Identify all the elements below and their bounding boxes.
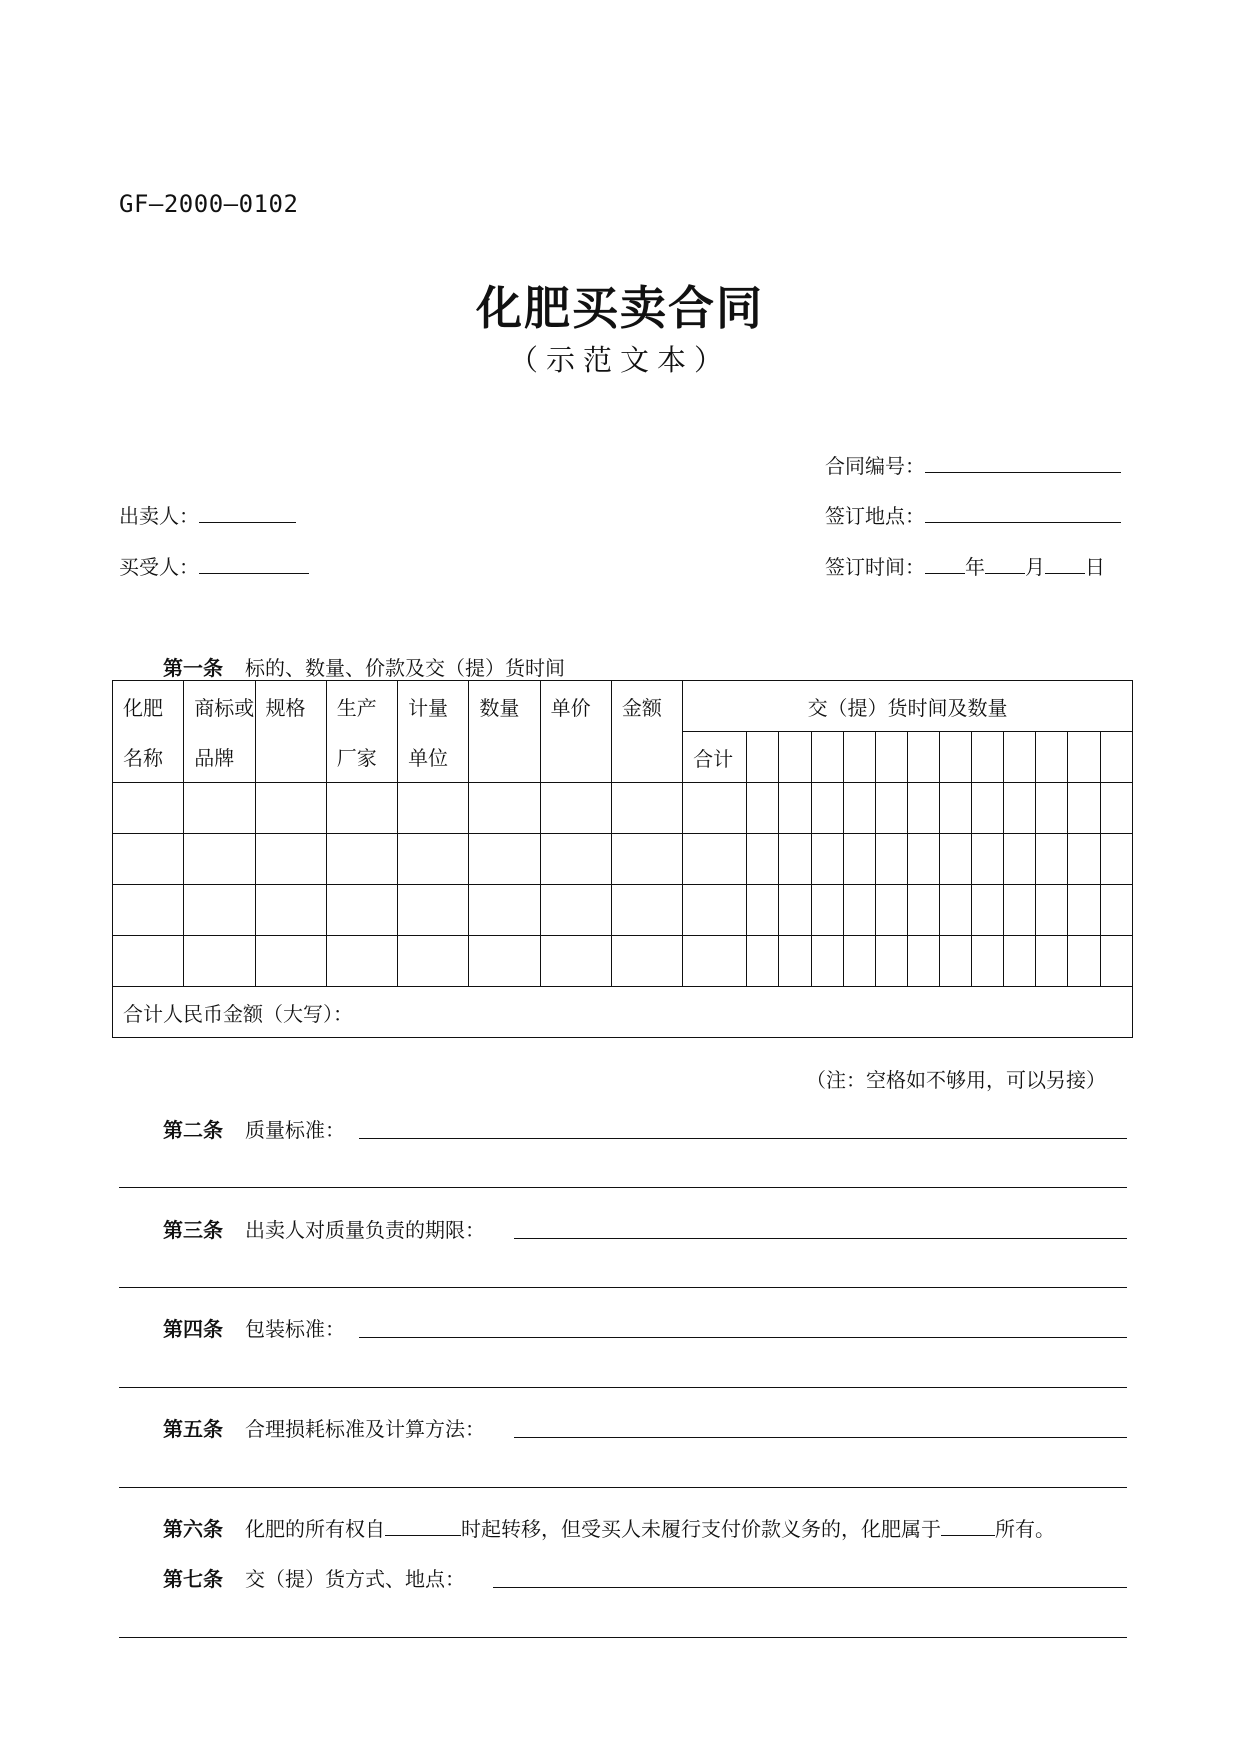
table-cell[interactable]	[1068, 885, 1100, 936]
article-2	[163, 1114, 345, 1143]
table-cell[interactable]	[811, 834, 843, 885]
table-cell[interactable]	[540, 885, 611, 936]
delivery-cell[interactable]	[1100, 732, 1132, 783]
table-cell[interactable]	[683, 885, 747, 936]
table-cell[interactable]	[843, 834, 875, 885]
article-5-text: 合理损耗标准及计算方法：	[245, 1417, 485, 1441]
table-cell[interactable]	[843, 783, 875, 834]
table-cell[interactable]	[875, 936, 907, 987]
table-cell[interactable]	[469, 783, 540, 834]
table-cell[interactable]	[1068, 834, 1100, 885]
article-6-text-3: 所有。	[995, 1517, 1055, 1541]
article-6	[163, 1513, 1055, 1542]
article-3-blank-line2[interactable]	[119, 1287, 1127, 1288]
seller-label: 出卖人：	[119, 504, 199, 528]
header-cell-2-line2: 品牌	[184, 732, 255, 783]
table-row	[113, 936, 1133, 987]
table-cell[interactable]	[811, 885, 843, 936]
table-cell[interactable]	[611, 834, 682, 885]
buyer-label: 买受人：	[119, 555, 199, 579]
table-cell[interactable]	[398, 834, 469, 885]
table-cell[interactable]	[184, 783, 255, 834]
table-note: （注：空格如不够用，可以另接）	[806, 1068, 1106, 1092]
table-cell[interactable]	[1004, 936, 1036, 987]
contract-number-label: 合同编号：	[825, 454, 925, 478]
table-header-row-1	[113, 681, 1133, 732]
article-6-text-2: 时起转移，但受买人未履行支付价款义务的，化肥属于	[461, 1517, 941, 1541]
table-cell[interactable]	[747, 885, 779, 936]
contract-number-blank[interactable]	[925, 450, 1121, 473]
header-cell-5: 计量	[398, 681, 469, 732]
delivery-cell[interactable]	[1068, 732, 1100, 783]
article-1-label: 第一条	[163, 656, 223, 680]
table-cell[interactable]	[1036, 936, 1068, 987]
document-title: 化肥买卖合同	[476, 281, 764, 335]
header-cell-8: 金额	[611, 681, 682, 732]
contract-number-field	[825, 450, 1121, 479]
table-cell[interactable]	[255, 783, 326, 834]
article-6-label: 第六条	[163, 1517, 223, 1541]
table-cell[interactable]	[540, 783, 611, 834]
table-cell[interactable]	[255, 936, 326, 987]
table-cell[interactable]	[779, 834, 811, 885]
table-cell[interactable]	[469, 834, 540, 885]
table-cell[interactable]	[940, 783, 972, 834]
delivery-cell[interactable]	[940, 732, 972, 783]
table-cell[interactable]	[940, 834, 972, 885]
table-cell[interactable]	[184, 936, 255, 987]
table-cell[interactable]	[683, 936, 747, 987]
article-5	[163, 1413, 485, 1442]
article-4-label: 第四条	[163, 1317, 223, 1341]
article-3-text: 出卖人对质量负责的期限：	[245, 1218, 485, 1242]
article-1	[163, 652, 565, 681]
article-7-text: 交（提）货方式、地点：	[245, 1567, 465, 1591]
table-cell[interactable]	[540, 936, 611, 987]
article-5-label: 第五条	[163, 1417, 223, 1441]
delivery-cell[interactable]	[1004, 732, 1036, 783]
article-4	[163, 1313, 345, 1342]
table-cell[interactable]	[779, 885, 811, 936]
table-cell[interactable]	[972, 783, 1004, 834]
article-3	[163, 1214, 485, 1243]
article-3-blank[interactable]	[514, 1238, 1127, 1239]
delivery-cell[interactable]	[972, 732, 1004, 783]
table-cell[interactable]	[398, 936, 469, 987]
table-cell[interactable]	[1036, 783, 1068, 834]
table-cell[interactable]	[113, 783, 184, 834]
table-cell[interactable]	[1068, 936, 1100, 987]
header-cell-4-line2: 厂家	[326, 732, 397, 783]
seller-blank[interactable]	[199, 500, 296, 523]
document-code: GF—2000—0102	[119, 190, 299, 218]
article-7-blank-line2[interactable]	[119, 1637, 1127, 1638]
table-cell[interactable]	[972, 834, 1004, 885]
table-cell[interactable]	[184, 834, 255, 885]
table-cell[interactable]	[811, 936, 843, 987]
delivery-cell[interactable]	[907, 732, 939, 783]
table-cell[interactable]	[747, 936, 779, 987]
article-7-blank[interactable]	[493, 1587, 1127, 1588]
article-2-label: 第二条	[163, 1118, 223, 1142]
table-cell[interactable]	[469, 936, 540, 987]
table-cell[interactable]	[1068, 783, 1100, 834]
table-cell[interactable]	[255, 834, 326, 885]
table-cell[interactable]	[972, 936, 1004, 987]
table-cell[interactable]	[747, 783, 779, 834]
article-2-blank-line2[interactable]	[119, 1187, 1127, 1188]
header-cell-2: 商标或	[184, 681, 255, 732]
sign-place-field	[825, 500, 1121, 529]
header-cell-8-line2	[611, 732, 682, 783]
sign-time-field	[825, 551, 1105, 580]
table-cell[interactable]	[1100, 885, 1132, 936]
delivery-header: 交（提）货时间及数量	[683, 681, 1133, 732]
table-cell[interactable]	[1004, 783, 1036, 834]
table-header-row-2	[113, 732, 1133, 783]
header-cell-1: 化肥	[113, 681, 184, 732]
table-cell[interactable]	[113, 834, 184, 885]
goods-table	[112, 680, 1133, 1038]
article-2-blank[interactable]	[359, 1138, 1127, 1139]
sign-place-blank[interactable]	[925, 500, 1121, 523]
table-cell[interactable]	[326, 783, 397, 834]
table-cell[interactable]	[326, 885, 397, 936]
table-cell[interactable]	[184, 885, 255, 936]
delivery-cell[interactable]	[875, 732, 907, 783]
table-cell[interactable]	[907, 936, 939, 987]
article-4-blank[interactable]	[359, 1337, 1127, 1338]
header-cell-6-line2	[469, 732, 540, 783]
header-cell-3-line2	[255, 732, 326, 783]
article-5-blank-line2[interactable]	[119, 1487, 1127, 1488]
table-cell[interactable]	[875, 783, 907, 834]
article-6-text-1: 化肥的所有权自	[245, 1517, 385, 1541]
article-1-text: 标的、数量、价款及交（提）货时间	[245, 656, 565, 680]
total-row	[113, 987, 1133, 1038]
table-cell[interactable]	[811, 783, 843, 834]
table-cell[interactable]	[326, 834, 397, 885]
table-cell[interactable]	[1004, 885, 1036, 936]
table-cell[interactable]	[113, 885, 184, 936]
article-7-label: 第七条	[163, 1567, 223, 1591]
table-cell[interactable]	[940, 936, 972, 987]
month-blank[interactable]	[985, 551, 1025, 574]
article-7	[163, 1563, 465, 1592]
table-cell[interactable]	[1100, 783, 1132, 834]
table-cell[interactable]	[326, 936, 397, 987]
buyer-field	[119, 551, 309, 580]
header-cell-4: 生产	[326, 681, 397, 732]
table-cell[interactable]	[779, 936, 811, 987]
header-cell-7-line2	[540, 732, 611, 783]
transfer-time-blank[interactable]	[385, 1513, 461, 1536]
table-cell[interactable]	[255, 885, 326, 936]
delivery-cell[interactable]	[747, 732, 779, 783]
sign-time-label: 签订时间：	[825, 555, 925, 579]
header-cell-1-line2: 名称	[113, 732, 184, 783]
delivery-cell[interactable]	[811, 732, 843, 783]
table-cell[interactable]	[469, 885, 540, 936]
table-cell[interactable]	[540, 834, 611, 885]
article-5-blank[interactable]	[514, 1437, 1127, 1438]
header-cell-3: 规格	[255, 681, 326, 732]
table-cell[interactable]	[683, 834, 747, 885]
article-3-label: 第三条	[163, 1218, 223, 1242]
table-cell[interactable]	[843, 936, 875, 987]
table-cell[interactable]	[875, 885, 907, 936]
table-cell[interactable]	[907, 783, 939, 834]
table-cell[interactable]	[1100, 834, 1132, 885]
table-cell[interactable]	[747, 834, 779, 885]
total-amount-label[interactable]: 合计人民币金额（大写）：	[113, 987, 1133, 1038]
table-cell[interactable]	[907, 885, 939, 936]
article-4-text: 包装标准：	[245, 1317, 345, 1341]
table-cell[interactable]	[875, 834, 907, 885]
sign-place-label: 签订地点：	[825, 504, 925, 528]
table-cell[interactable]	[611, 783, 682, 834]
year-blank[interactable]	[925, 551, 965, 574]
owner-blank[interactable]	[941, 1513, 995, 1536]
document-subtitle: （示范文本）	[508, 343, 731, 377]
header-cell-7: 单价	[540, 681, 611, 732]
table-cell[interactable]	[1036, 885, 1068, 936]
table-row	[113, 783, 1133, 834]
month-label: 月	[1025, 555, 1045, 579]
article-2-text: 质量标准：	[245, 1118, 345, 1142]
table-cell[interactable]	[940, 885, 972, 936]
table-cell[interactable]	[907, 834, 939, 885]
table-cell[interactable]	[843, 885, 875, 936]
seller-field	[119, 500, 296, 529]
table-cell[interactable]	[779, 783, 811, 834]
table-cell[interactable]	[398, 783, 469, 834]
header-cell-5-line2: 单位	[398, 732, 469, 783]
table-cell[interactable]	[113, 936, 184, 987]
table-cell[interactable]	[972, 885, 1004, 936]
day-blank[interactable]	[1045, 551, 1085, 574]
table-row	[113, 885, 1133, 936]
subtotal-header: 合计	[683, 732, 747, 783]
delivery-cell[interactable]	[843, 732, 875, 783]
year-label: 年	[965, 555, 985, 579]
delivery-cell[interactable]	[779, 732, 811, 783]
article-4-blank-line2[interactable]	[119, 1387, 1127, 1388]
day-label: 日	[1085, 555, 1105, 579]
buyer-blank[interactable]	[199, 551, 309, 574]
table-cell[interactable]	[611, 936, 682, 987]
table-cell[interactable]	[1100, 936, 1132, 987]
table-cell[interactable]	[611, 885, 682, 936]
header-cell-6: 数量	[469, 681, 540, 732]
table-row	[113, 834, 1133, 885]
table-cell[interactable]	[683, 783, 747, 834]
table-cell[interactable]	[1004, 834, 1036, 885]
delivery-cell[interactable]	[1036, 732, 1068, 783]
table-cell[interactable]	[1036, 834, 1068, 885]
table-cell[interactable]	[398, 885, 469, 936]
